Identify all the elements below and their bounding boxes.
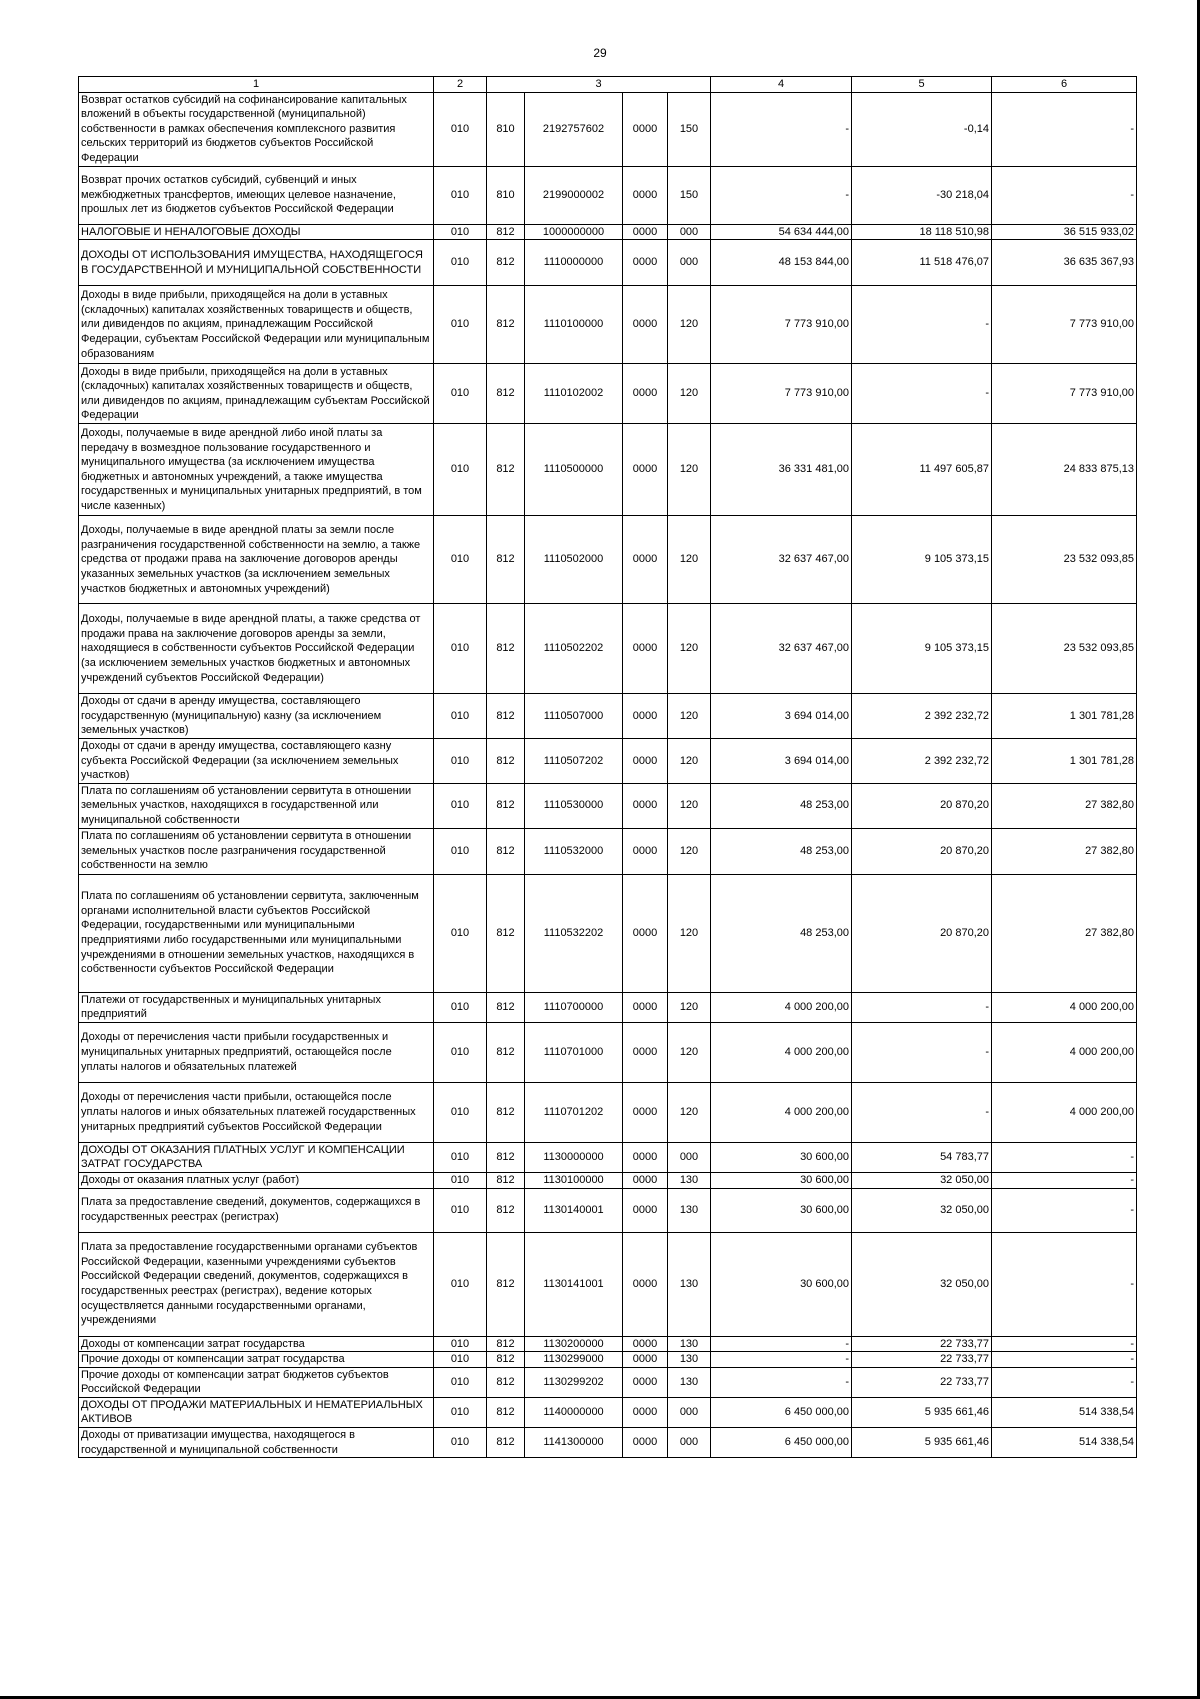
cell-c3b: 1140000000 [525, 1397, 623, 1427]
cell-c3c: 0000 [623, 1142, 668, 1172]
row-name: Платежи от государственных и муниципальных унитарных предприятий [79, 992, 434, 1022]
cell-c4: 4 000 200,00 [711, 992, 852, 1022]
cell-c2: 010 [434, 1232, 487, 1336]
cell-c3c: 0000 [623, 1172, 668, 1188]
cell-c2: 010 [434, 1336, 487, 1352]
cell-c4: 32 637 467,00 [711, 516, 852, 604]
row-name: Доходы в виде прибыли, приходящейся на доли в уставных (складочных) капиталах хозяйственных товариществ и обществ, или дивидендов по акциям, принадлежащим субъектам Российской Федерации [79, 364, 434, 424]
cell-c6: 1 301 781,28 [992, 738, 1137, 783]
cell-c6: - [992, 1232, 1137, 1336]
cell-c3c: 0000 [623, 1082, 668, 1142]
cell-c5: 20 870,20 [852, 828, 992, 874]
cell-c3b: 1110532202 [525, 874, 623, 992]
cell-c2: 010 [434, 1428, 487, 1458]
row-name: ДОХОДЫ ОТ ПРОДАЖИ МАТЕРИАЛЬНЫХ И НЕМАТЕРИАЛЬНЫХ АКТИВОВ [79, 1397, 434, 1427]
cell-c2: 010 [434, 1082, 487, 1142]
cell-c4: 6 450 000,00 [711, 1428, 852, 1458]
cell-c3d: 150 [668, 92, 711, 166]
cell-c6: - [992, 1352, 1137, 1368]
cell-c2: 010 [434, 1142, 487, 1172]
cell-c3a: 812 [487, 604, 525, 694]
cell-c4: 3 694 014,00 [711, 694, 852, 739]
table-row [79, 1188, 1137, 1232]
cell-c3c: 0000 [623, 1428, 668, 1458]
cell-c3a: 812 [487, 694, 525, 739]
cell-c5: 5 935 661,46 [852, 1428, 992, 1458]
cell-c6: 24 833 875,13 [992, 424, 1137, 516]
cell-c3d: 000 [668, 1428, 711, 1458]
revenue-table [78, 76, 1137, 1458]
cell-c3b: 1110100000 [525, 286, 623, 364]
row-name: Прочие доходы от компенсации затрат бюджетов субъектов Российской Федерации [79, 1367, 434, 1397]
row-name: Доходы от перечисления части прибыли, остающейся после уплаты налогов и иных обязательных платежей государственных унитарных предприятий субъектов Российской Федерации [79, 1082, 434, 1142]
cell-c3c: 0000 [623, 1352, 668, 1368]
cell-c5: 11 518 476,07 [852, 240, 992, 286]
cell-c3d: 120 [668, 364, 711, 424]
cell-c6: 7 773 910,00 [992, 364, 1137, 424]
table-row [79, 1082, 1137, 1142]
cell-c2: 010 [434, 604, 487, 694]
cell-c3a: 812 [487, 424, 525, 516]
cell-c3d: 130 [668, 1336, 711, 1352]
cell-c3a: 812 [487, 1352, 525, 1368]
cell-c3c: 0000 [623, 694, 668, 739]
cell-c2: 010 [434, 516, 487, 604]
cell-c6: 514 338,54 [992, 1428, 1137, 1458]
cell-c3c: 0000 [623, 783, 668, 828]
row-name: Возврат прочих остатков субсидий, субвенций и иных межбюджетных трансфертов, имеющих целевое назначение, прошлых лет из бюджетов субъектов Российской Федерации [79, 166, 434, 224]
cell-c2: 010 [434, 783, 487, 828]
cell-c3c: 0000 [623, 92, 668, 166]
table-row [79, 1397, 1137, 1427]
row-name: Доходы в виде прибыли, приходящейся на доли в уставных (складочных) капиталах хозяйственных товариществ и обществ, или дивидендов по акциям, принадлежащим Российской Федерации, субъектам Российской Федерации или муниципальным образованиям [79, 286, 434, 364]
cell-c3c: 0000 [623, 424, 668, 516]
table-row [79, 92, 1137, 166]
table-row [79, 1232, 1137, 1336]
cell-c4: - [711, 166, 852, 224]
cell-c2: 010 [434, 92, 487, 166]
cell-c4: - [711, 1352, 852, 1368]
cell-c3c: 0000 [623, 1397, 668, 1427]
cell-c3b: 1110532000 [525, 828, 623, 874]
cell-c3d: 130 [668, 1188, 711, 1232]
cell-c4: 30 600,00 [711, 1172, 852, 1188]
cell-c2: 010 [434, 286, 487, 364]
header-cell: 6 [992, 77, 1137, 93]
cell-c3b: 1130140001 [525, 1188, 623, 1232]
cell-c5: 2 392 232,72 [852, 738, 992, 783]
row-name: Доходы, получаемые в виде арендной либо иной платы за передачу в возмездное пользование государственного и муниципального имущества (за исключением имущества бюджетных и автономных учреждений, а также имущества государственных и муниципальных унитарных предприятий, в том числе казенных) [79, 424, 434, 516]
cell-c3b: 1130141001 [525, 1232, 623, 1336]
cell-c3c: 0000 [623, 604, 668, 694]
cell-c3c: 0000 [623, 1367, 668, 1397]
header-cell: 2 [434, 77, 487, 93]
cell-c2: 010 [434, 1022, 487, 1082]
cell-c5: 32 050,00 [852, 1172, 992, 1188]
cell-c5: - [852, 1022, 992, 1082]
cell-c2: 010 [434, 738, 487, 783]
cell-c3c: 0000 [623, 1022, 668, 1082]
row-name: Плата за предоставление сведений, документов, содержащихся в государственных реестрах (регистрах) [79, 1188, 434, 1232]
cell-c6: - [992, 1367, 1137, 1397]
row-name: Доходы от приватизации имущества, находящегося в государственной и муниципальной собственности [79, 1428, 434, 1458]
cell-c3b: 1110502000 [525, 516, 623, 604]
header-cell: 4 [711, 77, 852, 93]
cell-c4: 6 450 000,00 [711, 1397, 852, 1427]
cell-c5: - [852, 286, 992, 364]
cell-c3a: 810 [487, 92, 525, 166]
cell-c3b: 1130299000 [525, 1352, 623, 1368]
cell-c5: 11 497 605,87 [852, 424, 992, 516]
cell-c3c: 0000 [623, 828, 668, 874]
cell-c5: -0,14 [852, 92, 992, 166]
cell-c4: 30 600,00 [711, 1188, 852, 1232]
cell-c3c: 0000 [623, 1188, 668, 1232]
cell-c4: 4 000 200,00 [711, 1082, 852, 1142]
header-cell: 3 [487, 77, 711, 93]
cell-c3b: 1110502202 [525, 604, 623, 694]
cell-c3a: 812 [487, 516, 525, 604]
cell-c6: 27 382,80 [992, 783, 1137, 828]
row-name: Прочие доходы от компенсации затрат государства [79, 1352, 434, 1368]
row-name: Доходы от компенсации затрат государства [79, 1336, 434, 1352]
cell-c3c: 0000 [623, 224, 668, 240]
cell-c5: 20 870,20 [852, 783, 992, 828]
cell-c2: 010 [434, 166, 487, 224]
cell-c5: 22 733,77 [852, 1367, 992, 1397]
cell-c4: 4 000 200,00 [711, 1022, 852, 1082]
table-row [79, 694, 1137, 739]
cell-c3a: 812 [487, 828, 525, 874]
cell-c2: 010 [434, 828, 487, 874]
cell-c3b: 2192757602 [525, 92, 623, 166]
table-row [79, 1428, 1137, 1458]
cell-c2: 010 [434, 1172, 487, 1188]
table-row [79, 738, 1137, 783]
cell-c2: 010 [434, 1397, 487, 1427]
cell-c3a: 810 [487, 166, 525, 224]
cell-c6: 4 000 200,00 [992, 992, 1137, 1022]
cell-c3c: 0000 [623, 874, 668, 992]
cell-c3a: 812 [487, 224, 525, 240]
cell-c4: 48 253,00 [711, 828, 852, 874]
table-row [79, 166, 1137, 224]
table-row [79, 783, 1137, 828]
cell-c3d: 130 [668, 1172, 711, 1188]
cell-c3d: 120 [668, 828, 711, 874]
cell-c4: 7 773 910,00 [711, 286, 852, 364]
cell-c3d: 000 [668, 224, 711, 240]
cell-c5: 32 050,00 [852, 1232, 992, 1336]
cell-c6: 4 000 200,00 [992, 1022, 1137, 1082]
cell-c3a: 812 [487, 1022, 525, 1082]
cell-c3b: 1000000000 [525, 224, 623, 240]
cell-c5: 20 870,20 [852, 874, 992, 992]
cell-c3a: 812 [487, 738, 525, 783]
cell-c6: 4 000 200,00 [992, 1082, 1137, 1142]
cell-c3b: 1130200000 [525, 1336, 623, 1352]
cell-c4: 32 637 467,00 [711, 604, 852, 694]
table-row [79, 424, 1137, 516]
row-name: ДОХОДЫ ОТ ИСПОЛЬЗОВАНИЯ ИМУЩЕСТВА, НАХОДЯЩЕГОСЯ В ГОСУДАРСТВЕННОЙ И МУНИЦИПАЛЬНОЙ СОБСТВЕННОСТИ [79, 240, 434, 286]
cell-c3a: 812 [487, 1367, 525, 1397]
table-row [79, 1142, 1137, 1172]
row-name: Плата по соглашениям об установлении сервитута в отношении земельных участков, находящихся в государственной или муниципальной собственности [79, 783, 434, 828]
header-cell: 5 [852, 77, 992, 93]
row-name: НАЛОГОВЫЕ И НЕНАЛОГОВЫЕ ДОХОДЫ [79, 224, 434, 240]
page-number: 29 [593, 46, 607, 60]
cell-c3d: 120 [668, 604, 711, 694]
cell-c3d: 130 [668, 1232, 711, 1336]
header-row [79, 77, 1137, 93]
cell-c4: - [711, 92, 852, 166]
cell-c2: 010 [434, 1352, 487, 1368]
cell-c3d: 150 [668, 166, 711, 224]
cell-c5: 9 105 373,15 [852, 516, 992, 604]
cell-c4: 7 773 910,00 [711, 364, 852, 424]
cell-c3c: 0000 [623, 1232, 668, 1336]
cell-c2: 010 [434, 364, 487, 424]
cell-c2: 010 [434, 992, 487, 1022]
cell-c6: - [992, 1188, 1137, 1232]
cell-c3a: 812 [487, 1428, 525, 1458]
cell-c5: - [852, 1082, 992, 1142]
cell-c3d: 120 [668, 694, 711, 739]
cell-c4: 48 253,00 [711, 783, 852, 828]
table-row [79, 224, 1137, 240]
cell-c2: 010 [434, 1367, 487, 1397]
cell-c5: 5 935 661,46 [852, 1397, 992, 1427]
cell-c3c: 0000 [623, 516, 668, 604]
cell-c3d: 130 [668, 1352, 711, 1368]
cell-c2: 010 [434, 240, 487, 286]
cell-c3a: 812 [487, 783, 525, 828]
row-name: Плата за предоставление государственными органами субъектов Российской Федерации, казенными учреждениями субъектов Российской Федерации сведений, документов, содержащихся в государственных реестрах (регистрах), ведение которых осуществляется данными государственными органами, учреждениями [79, 1232, 434, 1336]
cell-c3d: 120 [668, 1082, 711, 1142]
cell-c3b: 1110701202 [525, 1082, 623, 1142]
cell-c3c: 0000 [623, 364, 668, 424]
cell-c3b: 1130100000 [525, 1172, 623, 1188]
cell-c3c: 0000 [623, 286, 668, 364]
row-name: Доходы от оказания платных услуг (работ) [79, 1172, 434, 1188]
cell-c3c: 0000 [623, 240, 668, 286]
table-row [79, 1367, 1137, 1397]
cell-c3b: 1110700000 [525, 992, 623, 1022]
cell-c3d: 120 [668, 516, 711, 604]
header-cell: 1 [79, 77, 434, 93]
row-name: Плата по соглашениям об установлении сервитута, заключенным органами исполнительной власти субъектов Российской Федерации, государственными или муниципальными предприятиями либо государственными или муниципальными учреждениями в отношении земельных участков, находящихся в собственности субъектов Российской Федерации [79, 874, 434, 992]
cell-c3a: 812 [487, 992, 525, 1022]
table-row [79, 1172, 1137, 1188]
cell-c3a: 812 [487, 1336, 525, 1352]
table-row [79, 1336, 1137, 1352]
cell-c5: 9 105 373,15 [852, 604, 992, 694]
cell-c5: - [852, 992, 992, 1022]
table-row [79, 1352, 1137, 1368]
table-row [79, 874, 1137, 992]
cell-c4: 54 634 444,00 [711, 224, 852, 240]
cell-c4: 30 600,00 [711, 1142, 852, 1172]
cell-c5: 22 733,77 [852, 1352, 992, 1368]
cell-c6: - [992, 1172, 1137, 1188]
cell-c5: 54 783,77 [852, 1142, 992, 1172]
cell-c6: 36 635 367,93 [992, 240, 1137, 286]
cell-c3c: 0000 [623, 992, 668, 1022]
cell-c3a: 812 [487, 874, 525, 992]
cell-c3d: 120 [668, 738, 711, 783]
cell-c3d: 120 [668, 874, 711, 992]
table-row [79, 604, 1137, 694]
row-name: Возврат остатков субсидий на софинансирование капитальных вложений в объекты государственной (муниципальной) собственности в рамках обеспечения комплексного развития сельских территорий из бюджетов субъектов Российской Федерации [79, 92, 434, 166]
cell-c3b: 1110507000 [525, 694, 623, 739]
cell-c6: 36 515 933,02 [992, 224, 1137, 240]
row-name: Доходы, получаемые в виде арендной платы за земли после разграничения государственной собственности на землю, а также средства от продажи права на заключение договоров аренды указанных земельных участков (за исключением земельных участков бюджетных и автономных учреждений) [79, 516, 434, 604]
cell-c3d: 000 [668, 1397, 711, 1427]
table-row [79, 1022, 1137, 1082]
cell-c3b: 1110000000 [525, 240, 623, 286]
cell-c3b: 1110530000 [525, 783, 623, 828]
row-name: Доходы, получаемые в виде арендной платы, а также средства от продажи права на заключение договоров аренды за земли, находящиеся в собственности субъектов Российской Федерации (за исключением земельных участков бюджетных и автономных учреждений субъектов Российской Федерации) [79, 604, 434, 694]
cell-c3a: 812 [487, 286, 525, 364]
cell-c6: - [992, 1142, 1137, 1172]
table-row [79, 364, 1137, 424]
cell-c3d: 120 [668, 783, 711, 828]
cell-c3c: 0000 [623, 166, 668, 224]
table-row [79, 992, 1137, 1022]
cell-c2: 010 [434, 1188, 487, 1232]
cell-c2: 010 [434, 424, 487, 516]
cell-c6: 7 773 910,00 [992, 286, 1137, 364]
cell-c6: 514 338,54 [992, 1397, 1137, 1427]
cell-c6: 23 532 093,85 [992, 604, 1137, 694]
table-row [79, 286, 1137, 364]
table-row [79, 240, 1137, 286]
cell-c3c: 0000 [623, 1336, 668, 1352]
row-name: ДОХОДЫ ОТ ОКАЗАНИЯ ПЛАТНЫХ УСЛУГ И КОМПЕНСАЦИИ ЗАТРАТ ГОСУДАРСТВА [79, 1142, 434, 1172]
cell-c4: 48 153 844,00 [711, 240, 852, 286]
cell-c3a: 812 [487, 1188, 525, 1232]
cell-c5: -30 218,04 [852, 166, 992, 224]
table-row [79, 516, 1137, 604]
cell-c3c: 0000 [623, 738, 668, 783]
cell-c2: 010 [434, 874, 487, 992]
cell-c6: 23 532 093,85 [992, 516, 1137, 604]
cell-c3b: 1110500000 [525, 424, 623, 516]
cell-c3b: 1130299202 [525, 1367, 623, 1397]
cell-c5: 2 392 232,72 [852, 694, 992, 739]
cell-c3b: 1110507202 [525, 738, 623, 783]
cell-c3b: 1141300000 [525, 1428, 623, 1458]
cell-c3b: 1110701000 [525, 1022, 623, 1082]
cell-c6: - [992, 92, 1137, 166]
cell-c4: 3 694 014,00 [711, 738, 852, 783]
cell-c4: 30 600,00 [711, 1232, 852, 1336]
cell-c6: 27 382,80 [992, 828, 1137, 874]
cell-c4: 36 331 481,00 [711, 424, 852, 516]
cell-c3a: 812 [487, 240, 525, 286]
cell-c3b: 2199000002 [525, 166, 623, 224]
cell-c3b: 1110102002 [525, 364, 623, 424]
cell-c3d: 120 [668, 424, 711, 516]
cell-c3d: 000 [668, 1142, 711, 1172]
cell-c6: 1 301 781,28 [992, 694, 1137, 739]
table-row [79, 828, 1137, 874]
cell-c6: - [992, 166, 1137, 224]
cell-c5: 18 118 510,98 [852, 224, 992, 240]
row-name: Доходы от сдачи в аренду имущества, составляющего государственную (муниципальную) казну (за исключением земельных участков) [79, 694, 434, 739]
cell-c4: - [711, 1367, 852, 1397]
cell-c6: 27 382,80 [992, 874, 1137, 992]
cell-c4: 48 253,00 [711, 874, 852, 992]
cell-c3d: 120 [668, 286, 711, 364]
cell-c3d: 130 [668, 1367, 711, 1397]
row-name: Доходы от сдачи в аренду имущества, составляющего казну субъекта Российской Федерации (за исключением земельных участков) [79, 738, 434, 783]
cell-c5: - [852, 364, 992, 424]
cell-c5: 22 733,77 [852, 1336, 992, 1352]
cell-c3a: 812 [487, 1232, 525, 1336]
cell-c3a: 812 [487, 1082, 525, 1142]
cell-c3d: 000 [668, 240, 711, 286]
cell-c6: - [992, 1336, 1137, 1352]
cell-c2: 010 [434, 224, 487, 240]
cell-c3a: 812 [487, 1142, 525, 1172]
cell-c3a: 812 [487, 364, 525, 424]
cell-c3d: 120 [668, 1022, 711, 1082]
cell-c5: 32 050,00 [852, 1188, 992, 1232]
cell-c3a: 812 [487, 1397, 525, 1427]
cell-c2: 010 [434, 694, 487, 739]
cell-c3d: 120 [668, 992, 711, 1022]
row-name: Плата по соглашениям об установлении сервитута в отношении земельных участков после разграничения государственной собственности на землю [79, 828, 434, 874]
cell-c4: - [711, 1336, 852, 1352]
cell-c3a: 812 [487, 1172, 525, 1188]
row-name: Доходы от перечисления части прибыли государственных и муниципальных унитарных предприятий, остающейся после уплаты налогов и обязательных платежей [79, 1022, 434, 1082]
cell-c3b: 1130000000 [525, 1142, 623, 1172]
